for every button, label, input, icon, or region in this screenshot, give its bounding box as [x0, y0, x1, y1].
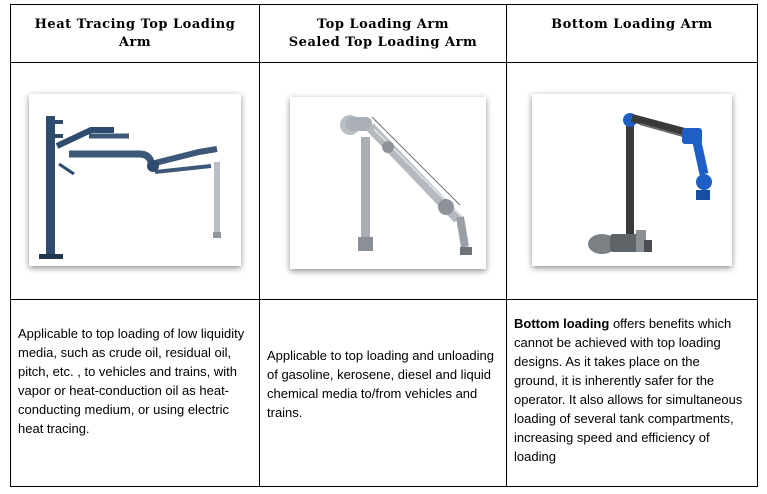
- product-table: [10, 4, 758, 487]
- description-text: Applicable to top loading and unloading of gasoline, kerosene, diesel and liquid chemical media to/from vehicles and trains.: [267, 348, 494, 420]
- header-line: Top Loading Arm: [317, 16, 449, 32]
- description-text: offers benefits which cannot be achieved with top loading designs. As it takes place on the ground, it is inherently safer for the operator. It also allows for simultaneous loading of several tank compartments, increasing speed and efficiency of loading: [514, 316, 743, 464]
- header-top-loading: [260, 5, 507, 63]
- image-cell-top-loading: [260, 63, 507, 300]
- header-heat-tracing: [11, 5, 260, 63]
- header-line: Heat Tracing Top Loading: [34, 16, 236, 32]
- header-line: Bottom Loading Arm: [551, 17, 713, 32]
- desc-heat-tracing: [11, 300, 260, 487]
- image-cell-bottom-loading: [507, 63, 758, 300]
- top-loading-arm-photo: [290, 97, 486, 269]
- bottom-loading-arm-photo: [532, 94, 732, 266]
- header-bottom-loading: [507, 5, 758, 63]
- description-row: [11, 300, 758, 487]
- desc-bottom-loading: [507, 300, 758, 487]
- heat-tracing-loading-arm-photo: [29, 94, 241, 266]
- description-bold: Bottom loading: [514, 316, 610, 331]
- image-row: [11, 63, 758, 300]
- header-row: [11, 5, 758, 63]
- description-text: Applicable to top loading of low liquidity media, such as crude oil, residual oil, pitch, etc. , to vehicles and trains, with vapor or heat-conduction oil as heat-conducting medium, or using electric heat tracing.: [18, 326, 245, 436]
- header-line: Arm: [118, 34, 152, 50]
- header-line: Sealed Top Loading Arm: [288, 34, 478, 50]
- desc-top-loading: [260, 300, 507, 487]
- image-cell-heat-tracing: [11, 63, 260, 300]
